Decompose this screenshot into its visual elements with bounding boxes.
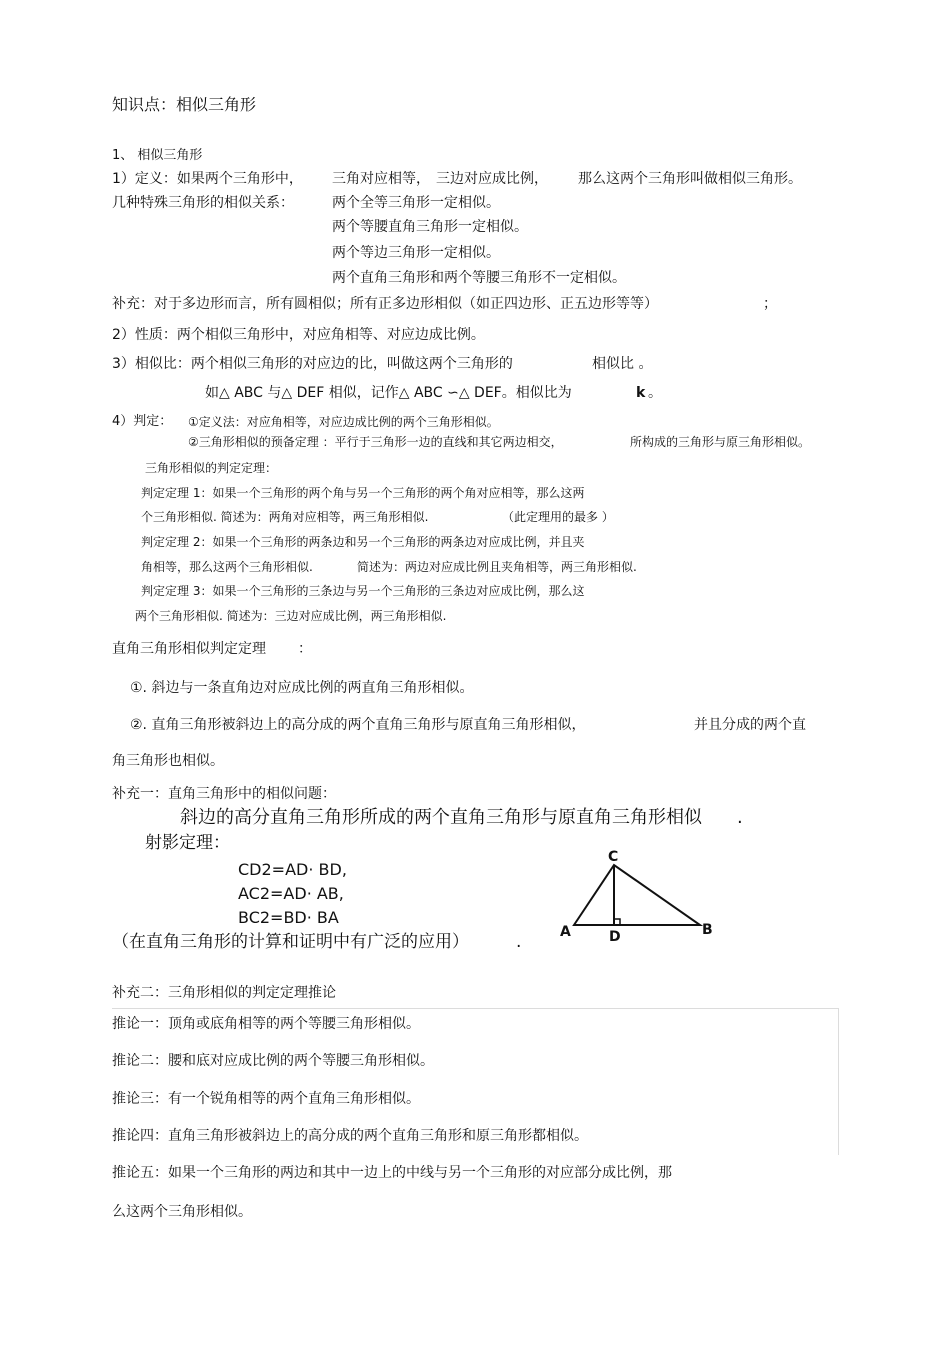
ratio-end: 。 <box>648 385 662 401</box>
special-item: 两个等腰直角三角形一定相似。 <box>332 219 528 235</box>
right-triangle-item-1: ①. 斜边与一条直角边对应成比例的两直角三角形相似。 <box>130 680 474 696</box>
label-b: B <box>702 922 713 938</box>
theorem-1-line-1: 判定定理 1：如果一个三角形的两个角与另一个三角形的两个角对应相等，那么这两 <box>141 486 585 500</box>
corollary-5: 推论五：如果一个三角形的两边和其中一边上的中线与另一个三角形的对应部分成比例，那 <box>112 1165 672 1181</box>
property-text: 2）性质：两个相似三角形中，对应角相等、对应边成比例。 <box>112 327 485 343</box>
theorem-1-note: （此定理用的最多 ） <box>502 510 614 524</box>
projection-theorem-label: 射影定理： <box>145 833 230 853</box>
definition-part-c: 那么这两个三角形叫做相似三角形。 <box>578 171 802 187</box>
corollary-2: 推论二：腰和底对应成比例的两个等腰三角形相似。 <box>112 1053 434 1069</box>
definition-part-b: 三边对应成比例， <box>436 171 548 187</box>
supplement-end: ； <box>763 296 777 312</box>
ratio-example: 如△ ABC 与△ DEF 相似，记作△ ABC ∽△ DEF。相似比为 <box>205 385 572 401</box>
supplement1-heading: 补充一：直角三角形中的相似问题： <box>112 786 336 802</box>
application-note-end: . <box>516 932 522 952</box>
theorem-2-summary: 简述为：两边对应成比例且夹角相等，两三角形相似. <box>357 560 637 574</box>
right-triangle-heading: 直角三角形相似判定定理 <box>112 641 266 657</box>
supplement-text: 补充：对于多边形而言，所有圆相似；所有正多边形相似（如正四边形、正五边形等等） <box>112 296 658 312</box>
supplement1-main-end: . <box>737 807 743 828</box>
section-heading: 1、 相似三角形 <box>112 148 203 163</box>
right-triangle-item-2-cont: 并且分成的两个直 <box>694 717 806 733</box>
judge-preliminary-result: 所构成的三角形与原三角形相似。 <box>630 435 811 449</box>
supplement1-main: 斜边的高分直角三角形所成的两个直角三角形与原直角三角形相似 <box>180 807 702 828</box>
judge-label: 4）判定： <box>112 414 173 429</box>
theorem-3-line-1: 判定定理 3：如果一个三角形的三条边与另一个三角形的三条边对应成比例，那么这 <box>141 584 585 598</box>
theorem-1-line-2: 个三角形相似. 简述为：两角对应相等，两三角形相似. <box>141 510 429 524</box>
right-triangle-diagram <box>550 845 725 945</box>
triangle-abc <box>574 865 700 925</box>
theorem-2-line-2: 角相等，那么这两个三角形相似. <box>141 560 313 574</box>
formula-ac: AC2=AD· AB, <box>238 884 344 903</box>
special-label: 几种特殊三角形的相似关系： <box>112 195 294 211</box>
definition-part-a: 三角对应相等， <box>332 171 430 187</box>
formula-bc: BC2=BD· BA <box>238 908 339 927</box>
right-triangle-item-2-end: 角三角形也相似。 <box>112 753 224 769</box>
ratio-k: k <box>636 385 646 401</box>
theorem-3-line-2: 两个三角形相似. 简述为：三边对应成比例，两三角形相似. <box>135 609 447 623</box>
right-triangle-heading-colon: ： <box>298 641 312 657</box>
application-note: （在直角三角形的计算和证明中有广泛的应用） <box>112 932 469 952</box>
ratio-term: 相似比 。 <box>592 356 653 372</box>
special-item: 两个直角三角形和两个等腰三角形不一定相似。 <box>332 270 626 286</box>
label-a: A <box>560 924 571 940</box>
label-c: C <box>608 849 619 865</box>
label-d: D <box>609 929 621 945</box>
corollary-3: 推论三：有一个锐角相等的两个直角三角形相似。 <box>112 1091 420 1107</box>
supplement2-heading: 补充二：三角形相似的判定定理推论 <box>112 985 336 1001</box>
special-item: 两个全等三角形一定相似。 <box>332 195 500 211</box>
formula-cd: CD2=AD· BD, <box>238 860 347 879</box>
page-title: 知识点：相似三角形 <box>112 95 257 114</box>
corollary-4: 推论四：直角三角形被斜边上的高分成的两个直角三角形和原三角形都相似。 <box>112 1128 588 1144</box>
theorem-title: 三角形相似的判定定理： <box>145 461 278 475</box>
corollary-1: 推论一：顶角或底角相等的两个等腰三角形相似。 <box>112 1016 420 1032</box>
theorem-2-line-1: 判定定理 2：如果一个三角形的两条边和另一个三角形的两条边对应成比例，并且夹 <box>141 535 585 549</box>
corollary-5-cont: 么这两个三角形相似。 <box>112 1204 252 1220</box>
judge-preliminary-theorem: ②三角形相似的预备定理 ：平行于三角形一边的直线和其它两边相交， <box>188 435 563 449</box>
ratio-definition: 3）相似比：两个相似三角形的对应边的比，叫做这两个三角形的 <box>112 356 513 372</box>
special-item: 两个等边三角形一定相似。 <box>332 245 500 261</box>
definition-label: 1）定义：如果两个三角形中， <box>112 171 303 187</box>
judge-definition-method: ①定义法：对应角相等，对应边成比例的两个三角形相似。 <box>188 415 499 429</box>
right-triangle-item-2: ②. 直角三角形被斜边上的高分成的两个直角三角形与原直角三角形相似， <box>130 717 586 733</box>
